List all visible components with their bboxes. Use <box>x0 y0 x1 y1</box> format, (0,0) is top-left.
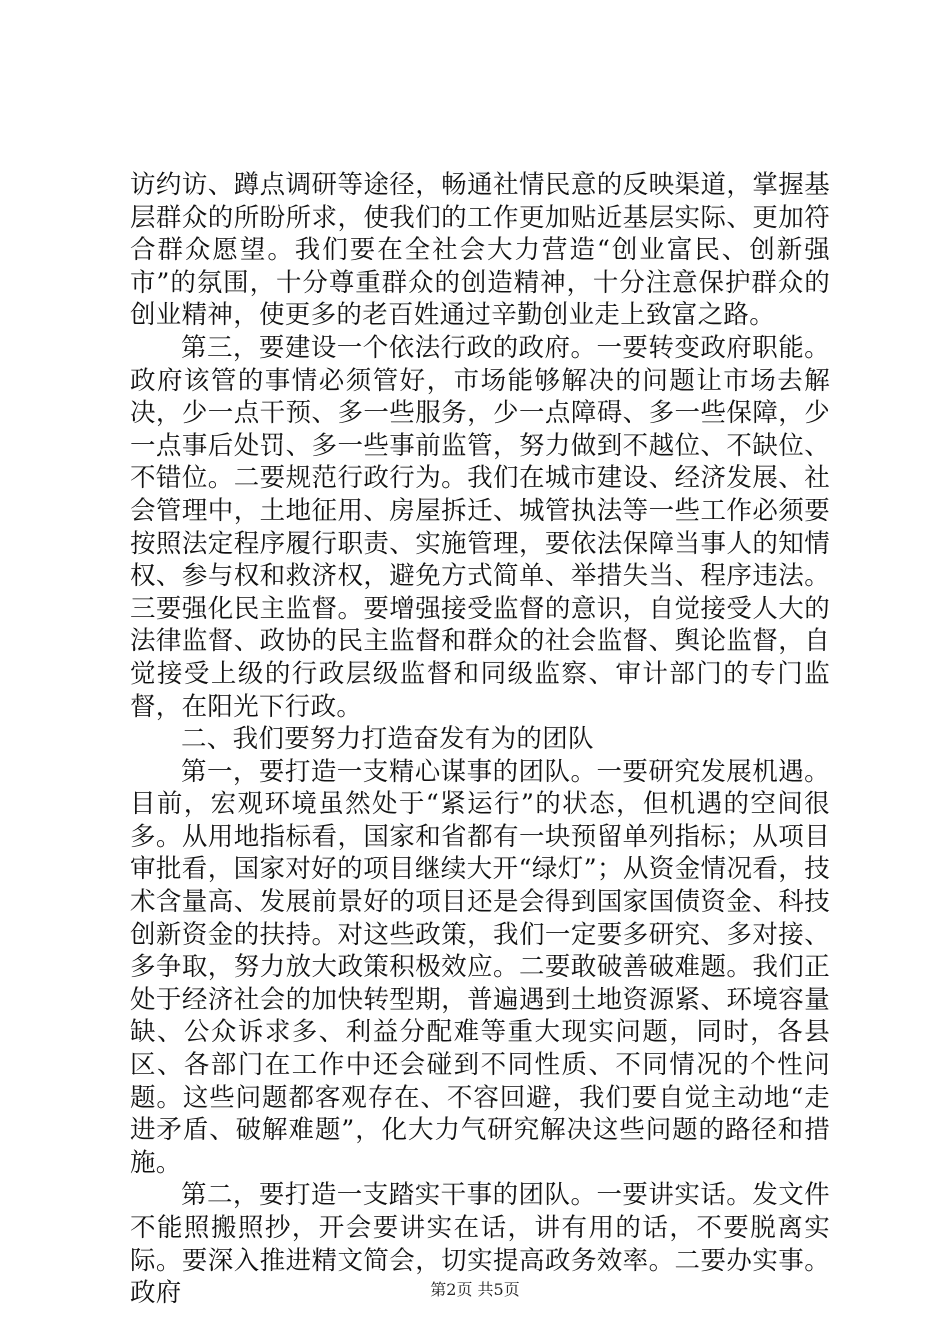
paragraph-5: 第二，要打造一支踏实干事的团队。一要讲实话。发文件不能照搬照抄，开会要讲实在话，讲有用的话，不要脱离实际。要深入推进精文简会，切实提高政务效率。二要办实事。政府 <box>130 1180 830 1309</box>
document-body <box>130 169 830 1310</box>
page-footer: 第2页 共5页 <box>430 1280 520 1299</box>
paragraph-4: 第一，要打造一支精心谋事的团队。一要研究发展机遇。目前，宏观环境虽然处于“紧运行”的状态，但机遇的空间很多。从用地指标看，国家和省都有一块预留单列指标；从项目审批看，国家对好的项目继续大开“绿灯”；从资金情况看，技术含量高、发展前景好的项目还是会得到国家国债资金、科技创新资金的扶持。对这些政策，我们一定要多研究、多对接、多争取，努力放大政策积极效应。二要敢破善破难题。我们正处于经济社会的加快转型期，普遍遇到土地资源紧、环境容量缺、公众诉求多、利益分配难等重大现实问题，同时，各县区、各部门在工作中还会碰到不同性质、不同情况的个性问题。这些问题都客观存在、不容回避，我们要自觉主动地“走进矛盾、破解难题”，化大力气研究解决这些问题的路径和措施。 <box>130 756 830 1178</box>
paragraph-2: 第三，要建设一个依法行政的政府。一要转变政府职能。政府该管的事情必须管好，市场能够解决的问题让市场去解决，少一点干预、多一些服务，少一点障碍、多一些保障，少一点事后处罚、多一些事前监管，努力做到不越位、不缺位、不错位。二要规范行政行为。我们在城市建设、经济发展、社会管理中，土地征用、房屋拆迁、城管执法等一些工作必须要按照法定程序履行职责、实施管理，要依法保障当事人的知情权、参与权和救济权，避免方式简单、举措失当、程序违法。三要强化民主监督。要增强接受监督的意识，自觉接受人大的法律监督、政协的民主监督和群众的社会监督、舆论监督，自觉接受上级的行政层级监督和同级监察、审计部门的专门监督，在阳光下行政。 <box>130 332 830 722</box>
paragraph-1: 访约访、蹲点调研等途径，畅通社情民意的反映渠道，掌握基层群众的所盼所求，使我们的工作更加贴近基层实际、更加符合群众愿望。我们要在全社会大力营造“创业富民、创新强市”的氛围，十分尊重群众的创造精神，十分注意保护群众的创业精神，使更多的老百姓通过辛勤创业走上致富之路。 <box>130 170 830 331</box>
section-heading: 二、我们要努力打造奋发有为的团队 <box>181 724 594 755</box>
